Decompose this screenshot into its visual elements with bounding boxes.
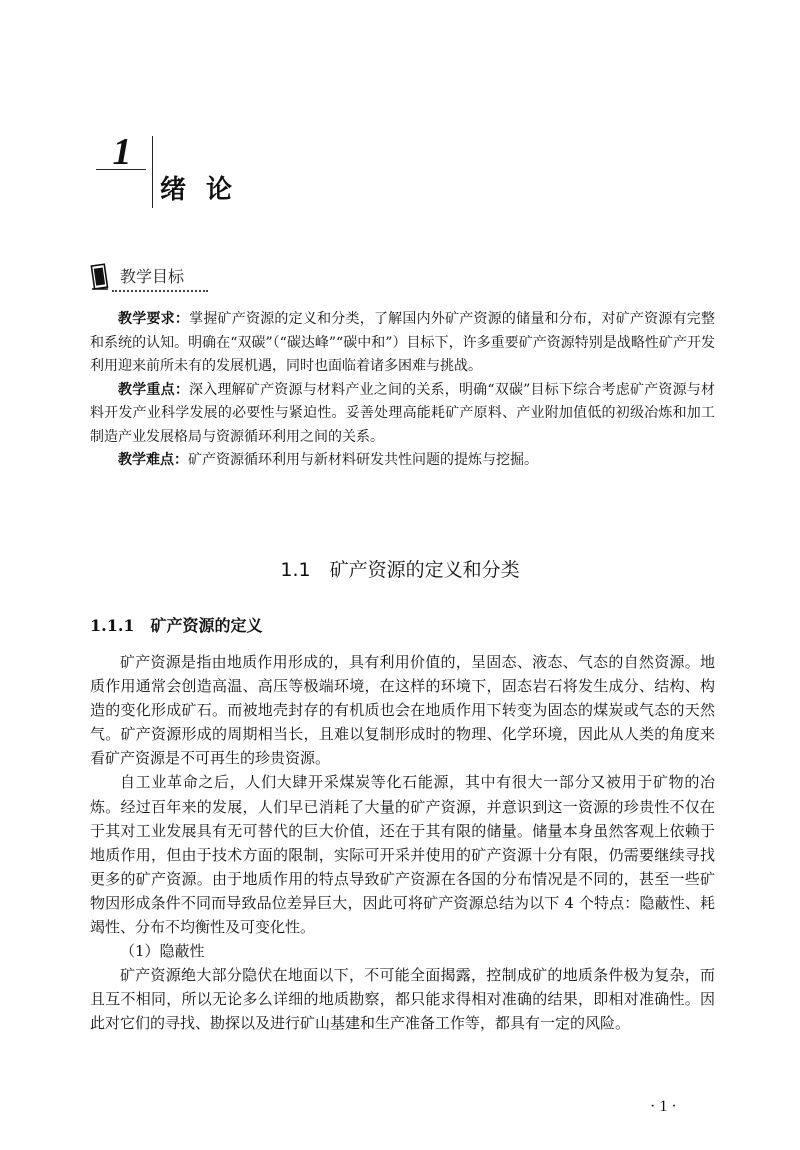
paragraph: 矿产资源绝大部分隐伏在地面以下，不可能全面揭露，控制成矿的地质条件极为复杂，而且互不相同，所以无论多么详细的地质勘察，都只能求得相对准确的结果，即相对准确性。因此对它们的寻找、勘探以及进行矿山基建和生产准备工作等，都具有一定的风险。 (90, 966, 715, 1033)
notebook-icon (90, 262, 110, 292)
section-title: 1.1 矿产资源的定义和分类 (280, 559, 520, 581)
objective-requirements: 教学要求：掌握矿产资源的定义和分类，了解国内外矿产资源的储量和分布，对矿产资源有完整和系统的认知。明确在“双碳”（“碳达峰”“碳中和”）目标下，许多重要矿产资源特别是战略性矿产开发利用迎来前所未有的发展机遇，同时也面临着诸多困难与挑战。 (90, 311, 716, 374)
objective-key-points: 教学重点：深入理解矿产资源与材料产业之间的关系，明确“双碳”目标下综合考虑矿产资源与材料开发产业科学发展的必要性与紧迫性。妥善处理高能耗矿产原料、产业附加值低的初级冶炼和加工制造产业发展格局与资源循环利用之间的关系。 (90, 381, 716, 445)
page-number: · 1 · (650, 1098, 677, 1115)
list-heading: （1）隐蔽性 (120, 942, 205, 961)
objective-difficulties: 教学难点：矿产资源循环利用与新材料研发共性问题的提炼与挖掘。 (118, 452, 538, 468)
paragraph: 自工业革命之后，人们大肆开采煤炭等化石能源，其中有很大一部分又被用于矿物的冶炼。经过百年来的发展，人们早已消耗了大量的矿产资源，并意识到这一资源的珍贵性不仅在于其对工业发展具有无可替代的巨大价值，还在于其有限的储量。储量本身虽然客观上依赖于地质作用，但由于技术方面的限制，实际可开采并使用的矿产资源十分有限，仍需要继续寻找更多的矿产资源。由于地质作用的特点导致矿产资源在各国的分布情况是不同的，甚至一些矿物因形成条件不同而导致品位差异巨大，因此可将矿产资源总结为以下 4 个特点：隐蔽性、耗竭性、分布不均衡性及可变化性。 (90, 773, 715, 937)
objectives-heading: 教学目标 (120, 267, 185, 286)
chapter-number-underline (96, 169, 146, 170)
objectives-block (90, 308, 715, 473)
objectives-dotted-rule (112, 290, 208, 292)
body-text (90, 650, 715, 1036)
paragraph: 矿产资源是指由地质作用形成的，具有利用价值的，呈固态、液态、气态的自然资源。地质作用通常会创造高温、高压等极端环境，在这样的环境下，固态岩石将发生成分、结构、构造的变化形成矿石。而被地壳封存的有机质也会在地质作用下转变为固态的煤炭或气态的天然气。矿产资源形成的周期相当长，且难以复制形成时的物理、化学环境，因此从人类的角度来看矿产资源是不可再生的珍贵资源。 (90, 653, 715, 768)
chapter-divider (152, 136, 153, 208)
subsection-title: 1.1.1 矿产资源的定义 (90, 616, 263, 635)
chapter-number: 1 (112, 131, 132, 173)
chapter-title: 绪论 (160, 175, 253, 205)
